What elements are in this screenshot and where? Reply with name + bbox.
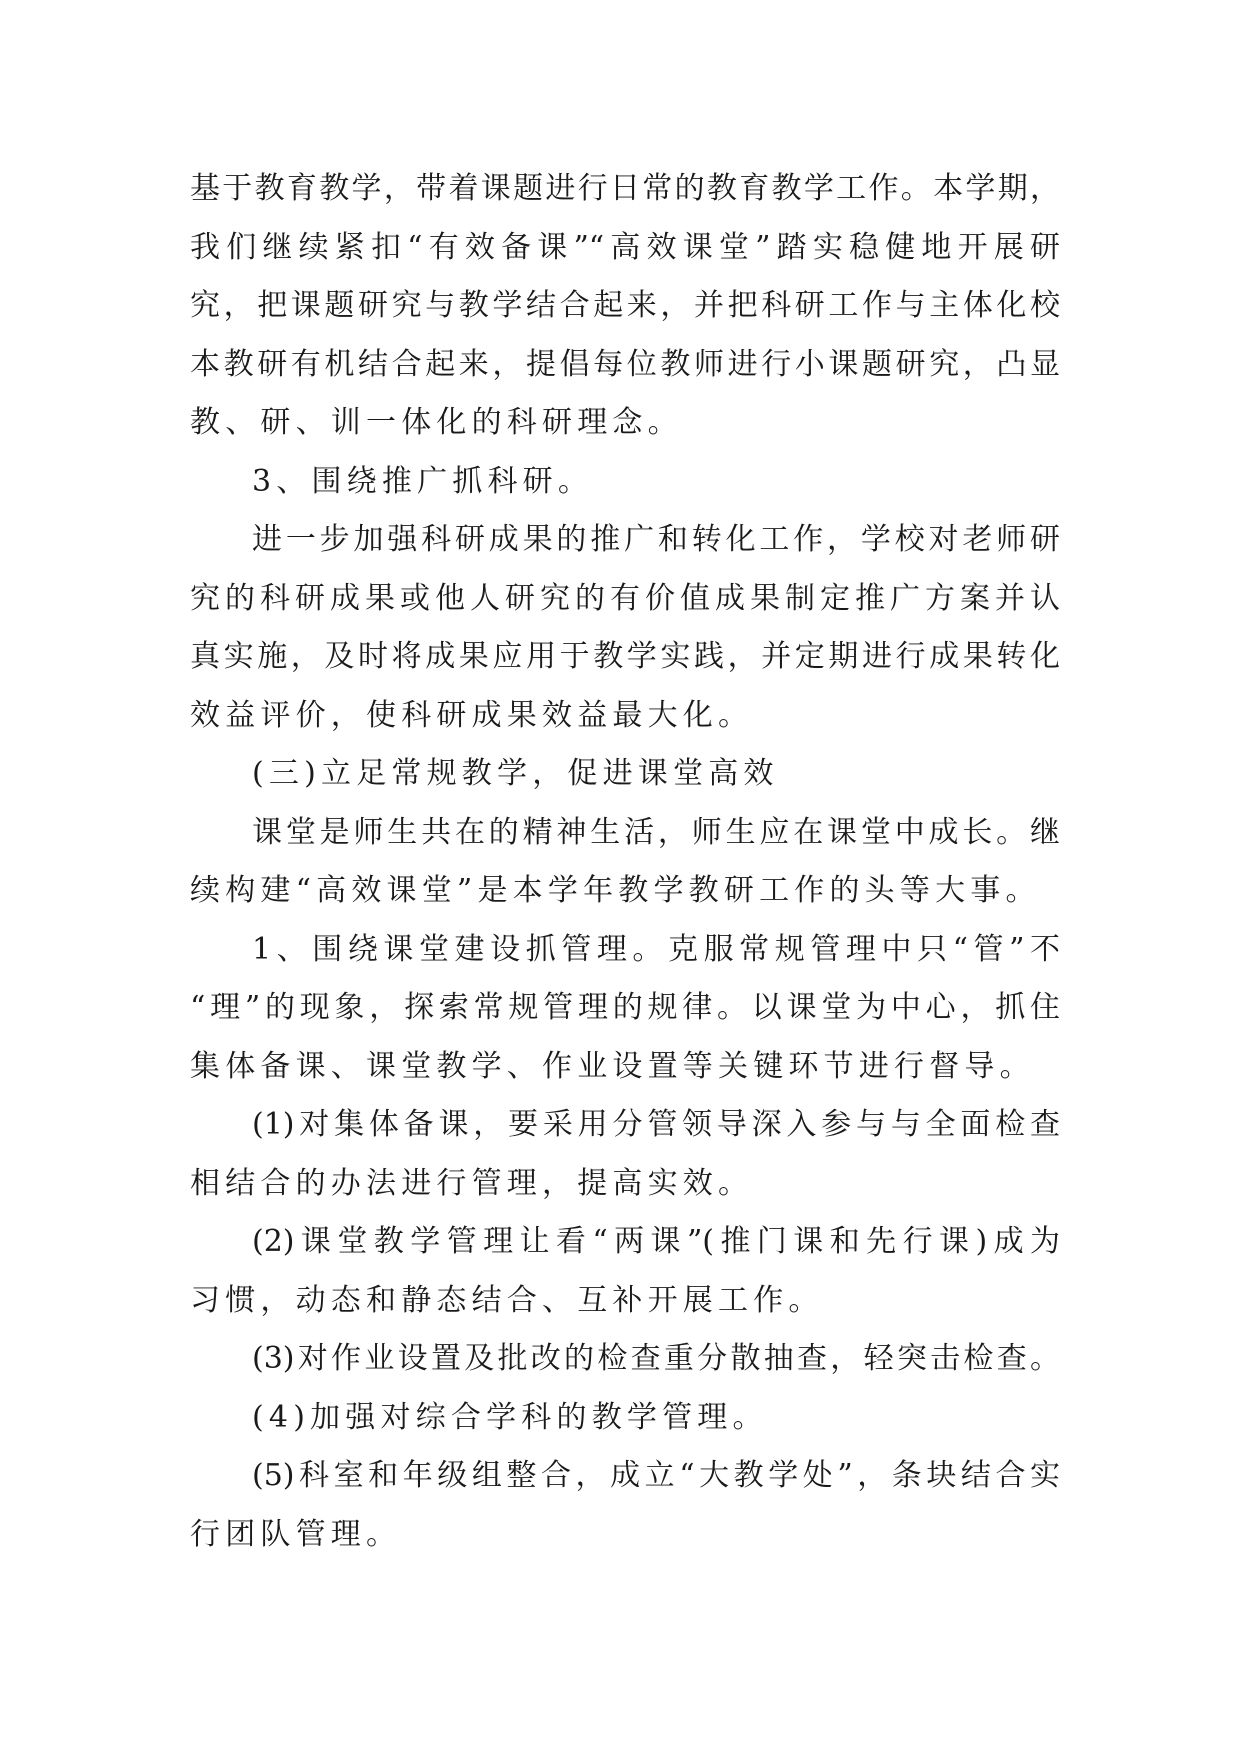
text-line: 本教研有机结合起来，提倡每位教师进行小课题研究，凸显 <box>190 346 1060 382</box>
text-line: 相结合的办法进行管理，提高实效。 <box>190 1165 754 1201</box>
section-heading: 3、围绕推广抓科研。 <box>252 463 594 499</box>
text-line: 进一步加强科研成果的推广和转化工作，学校对老师研 <box>252 522 1060 557</box>
text-line: 究，把课题研究与教学结合起来，并把科研工作与主体化校 <box>190 288 1060 323</box>
text-line: 行团队管理。 <box>190 1516 402 1552</box>
body-text <box>190 160 1060 1564</box>
text-line: 基于教育教学，带着课题进行日常的教育教学工作。本学期， <box>190 171 1060 206</box>
list-item: (2)课堂教学管理让看“两课”(推门课和先行课)成为 <box>252 1224 1060 1259</box>
section-heading: (三)立足常规教学，促进课堂高效 <box>252 756 779 791</box>
text-line: 真实施，及时将成果应用于教学实践，并定期进行成果转化 <box>190 639 1060 674</box>
text-line: 教、研、训一体化的科研理念。 <box>190 405 683 440</box>
text-line: “理”的现象，探索常规管理的规律。以课堂为中心，抓住 <box>190 990 1060 1025</box>
text-line: 究的科研成果或他人研究的有价值成果制定推广方案并认 <box>190 580 1060 616</box>
list-item: (1)对集体备课，要采用分管领导深入参与与全面检查 <box>252 1107 1060 1142</box>
list-item: (5)科室和年级组整合，成立“大教学处”，条块结合实 <box>252 1458 1060 1493</box>
text-line: 课堂是师生共在的精神生活，师生应在课堂中成长。继 <box>252 814 1060 850</box>
text-line: 效益评价，使科研成果效益最大化。 <box>190 697 754 733</box>
text-line: 我们继续紧扣“有效备课”“高效课堂”踏实稳健地开展研 <box>190 229 1060 265</box>
list-item: (4)加强对综合学科的教学管理。 <box>252 1399 768 1435</box>
text-line: 集体备课、课堂教学、作业设置等关键环节进行督导。 <box>190 1048 1035 1084</box>
text-line: 续构建“高效课堂”是本学年教学教研工作的头等大事。 <box>190 873 1041 908</box>
list-item: (3)对作业设置及批改的检查重分散抽查，轻突击检查。 <box>252 1341 1060 1376</box>
text-line: 1、围绕课堂建设抓管理。克服常规管理中只“管”不 <box>252 931 1060 967</box>
text-line: 习惯，动态和静态结合、互补开展工作。 <box>190 1282 824 1318</box>
